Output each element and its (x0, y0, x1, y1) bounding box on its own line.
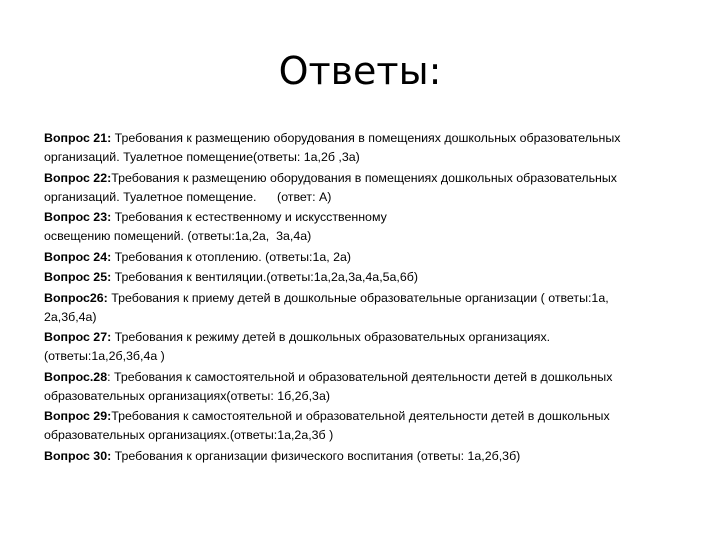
answer-line-2: образовательных организациях.(ответы:1а,2а,3б ) (44, 428, 334, 442)
answer-item (44, 328, 684, 366)
answer-line-1 (44, 248, 684, 267)
answer-text: Требования к режиму детей в дошкольных образовательных организациях. (111, 330, 551, 344)
answer-item (44, 208, 684, 246)
question-label: Вопрос26: (44, 290, 108, 305)
answer-item (44, 368, 684, 406)
question-label: Вопрос 30: (44, 448, 112, 463)
answer-item (44, 268, 684, 287)
question-label: Вопрос.28 (44, 369, 108, 384)
question-label: Вопрос 23: (44, 210, 112, 224)
answer-line-1 (44, 268, 684, 287)
question-label: Вопрос 29: (44, 409, 112, 423)
answer-line-1 (44, 447, 684, 466)
answer-text: Требования к естественному и искусственному (111, 210, 387, 224)
answer-text: Требования к размещению оборудования в помещениях дошкольных образовательных (111, 131, 621, 145)
answer-item (44, 447, 684, 466)
question-label: Вопрос 21: (44, 131, 112, 145)
answer-line-1 (44, 129, 684, 148)
answer-line-2: образовательных организациях(ответы: 1б,2б,3а) (44, 388, 330, 403)
answer-text: Требования к организации физического воспитания (ответы: 1а,2б,3б) (111, 448, 521, 463)
answer-line-2: освещению помещений. (ответы:1а,2а, 3а,4а) (44, 229, 312, 243)
answer-line-2: 2а,3б,4а) (44, 309, 97, 324)
question-label: Вопрос 24: (44, 249, 112, 264)
answer-item (44, 169, 684, 207)
answer-text: : Требования к самостоятельной и образовательной деятельности детей в дошкольных (107, 369, 613, 384)
answer-line-2: организаций. Туалетное помещение. (ответ: А) (44, 189, 332, 204)
answer-line-1 (44, 208, 684, 227)
answer-item (44, 289, 684, 327)
slide-title: Ответы: (278, 49, 442, 93)
answer-text: Требования к приему детей в дошкольные образовательные организации ( ответы:1а, (107, 290, 609, 305)
answer-text: Требования к вентиляции.(ответы:1а,2а,3а,4а,5а,6б) (111, 270, 418, 284)
answers-list (44, 129, 684, 467)
question-label: Вопрос 25: (44, 270, 112, 284)
answer-line-2: (ответы:1а,2б,3б,4а ) (44, 349, 165, 363)
answer-item (44, 129, 684, 167)
answer-line-1 (44, 289, 684, 308)
answer-line-1 (44, 169, 684, 188)
answer-text: Требования к размещению оборудования в помещениях дошкольных образовательных (111, 170, 617, 185)
answer-text: Требования к самостоятельной и образовательной деятельности детей в дошкольных (111, 409, 610, 423)
answer-text: Требования к отоплению. (ответы:1а, 2а) (111, 249, 352, 264)
answer-line-1 (44, 407, 684, 426)
answer-item (44, 407, 684, 445)
question-label: Вопрос 27: (44, 330, 112, 344)
answer-line-1 (44, 328, 684, 347)
answer-line-2: организаций. Туалетное помещение(ответы: 1а,2б ,3а) (44, 150, 360, 164)
answer-line-1 (44, 368, 684, 387)
question-label: Вопрос 22: (44, 170, 112, 185)
answer-item (44, 248, 684, 267)
